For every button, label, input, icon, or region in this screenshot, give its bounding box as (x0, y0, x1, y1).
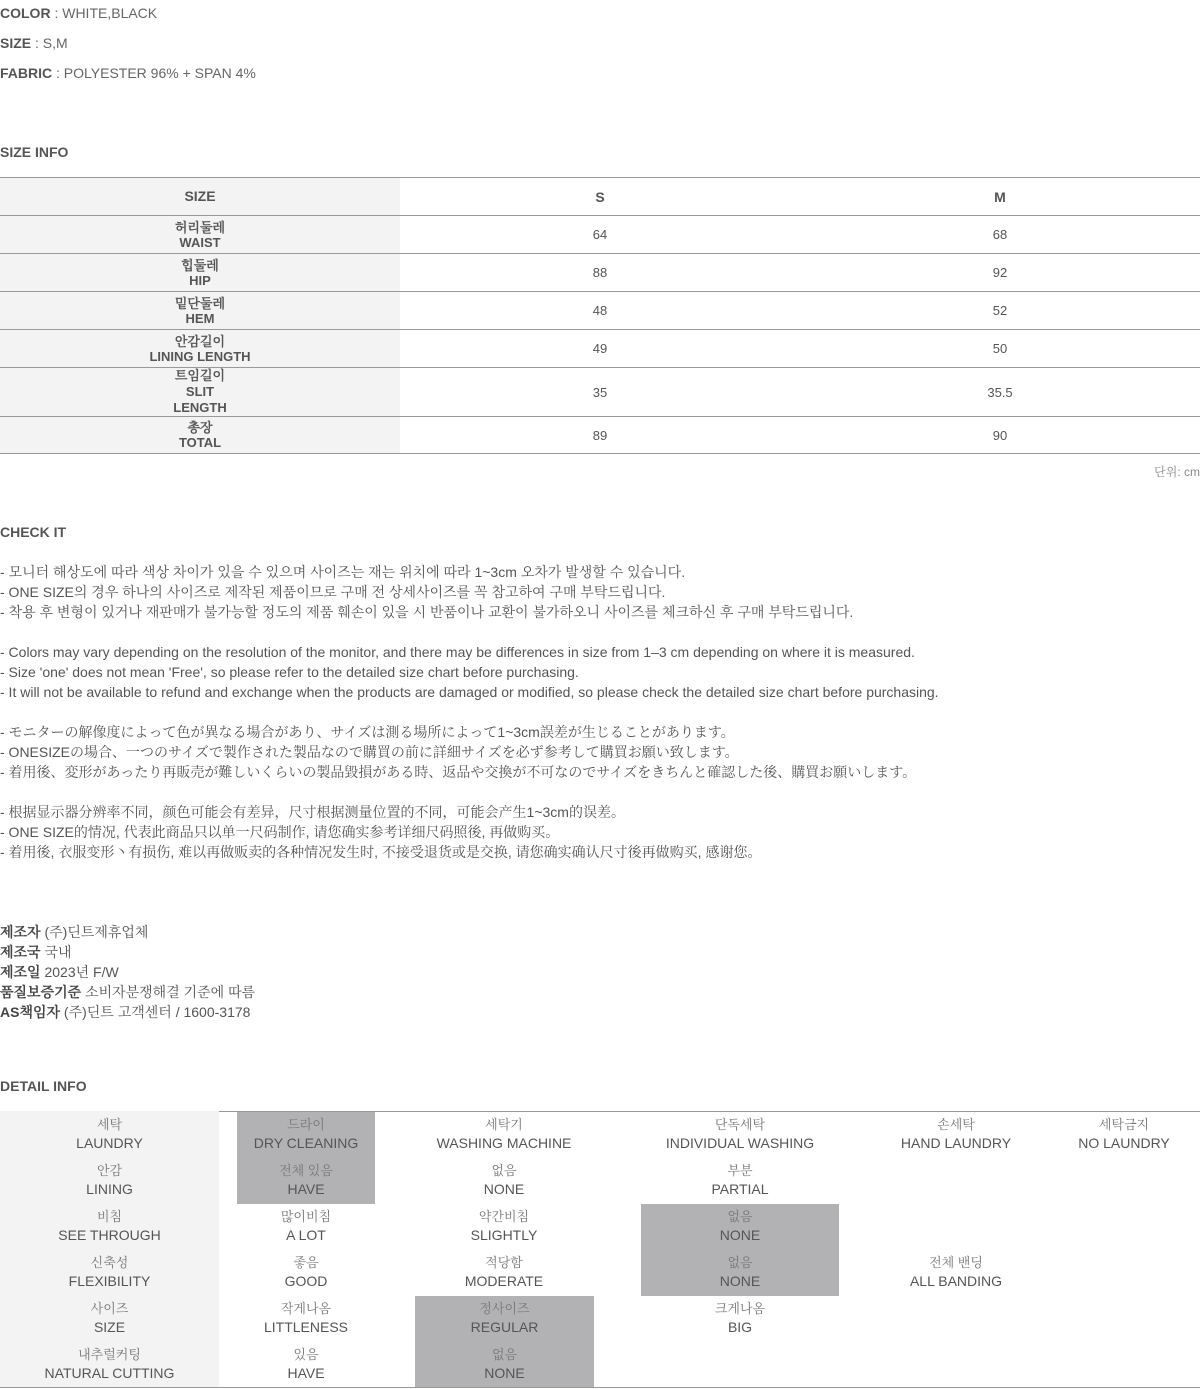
check-line: - Colors may vary depending on the resolution of the monitor, and there may be differences in size from 1–3 cm depending on where it is measured. (0, 644, 915, 660)
row-value-m: 90 (800, 417, 1200, 454)
row-value-m: 92 (800, 254, 1200, 292)
option-size-regular: 정사이즈 REGULAR (470, 1301, 539, 1335)
mfg-date: 제조일 2023년 F/W (0, 964, 119, 980)
option-no-laundry: 세탁금지 NO LAUNDRY (1078, 1117, 1170, 1151)
size-table-header (0, 178, 1200, 216)
option-see-through-a-lot: 많이비침 A LOT (280, 1209, 332, 1243)
row-label: 밑단둘레 HEM (0, 292, 400, 330)
table-row (0, 330, 1200, 368)
check-line: - Size 'one' does not mean 'Free', so please refer to the detailed size chart before purchasing. (0, 664, 579, 680)
row-value-s: 64 (400, 216, 800, 254)
row-value-s: 35 (400, 368, 800, 417)
detail-label-lining: 안감 LINING (86, 1163, 133, 1197)
header-m: M (800, 178, 1200, 216)
option-size-littleness: 작게나옴 LITTLENESS (263, 1301, 349, 1335)
mfg-as: AS책임자 (주)딘트 고객센터 / 1600-3178 (0, 1004, 251, 1020)
unit-note: 단위: cm (1154, 465, 1200, 479)
option-hand-laundry: 손세탁 HAND LAUNDRY (900, 1117, 1012, 1151)
option-size-big: 크게나옴 BIG (714, 1301, 766, 1335)
spec-size: SIZE : S,M (0, 35, 68, 51)
option-lining-have: 전체 있음 HAVE (279, 1163, 333, 1197)
row-value-s: 48 (400, 292, 800, 330)
header-s: S (400, 178, 800, 216)
row-label: 안감길이 LINING LENGTH (0, 330, 400, 368)
row-value-m: 35.5 (800, 368, 1200, 417)
mfg-country: 제조국 국내 (0, 944, 72, 960)
row-label: 트임길이 SLIT LENGTH (0, 368, 400, 417)
option-cutting-none: 없음 NONE (484, 1347, 525, 1381)
check-line: - 着用後、変形があったり再販売が難しいくらいの製品毀損がある時、返品や交換が不可なのでサイズをきちんと確認した後、購買お願いします。 (0, 764, 917, 780)
size-info-title: SIZE INFO (0, 144, 69, 160)
check-line: - ONE SIZE的情况, 代表此商品只以单一尺码制作, 请您确实参考详细尺码照後, 再做购买。 (0, 824, 560, 840)
table-row (0, 368, 1200, 417)
option-see-through-slightly: 약간비침 SLIGHTLY (470, 1209, 538, 1243)
option-lining-none: 없음 NONE (483, 1163, 525, 1197)
check-line: - 根据显示器分辨率不同，颜色可能会有差异，尺寸根据测量位置的不同，可能会产生1~3cm的误差。 (0, 804, 625, 820)
check-line: - ONE SIZE의 경우 하나의 사이즈로 제작된 제품이므로 구매 전 상세사이즈를 꼭 참고하여 구매 부탁드립니다. (0, 584, 666, 600)
option-cutting-have: 있음 HAVE (287, 1347, 325, 1381)
spec-fabric: FABRIC : POLYESTER 96% + SPAN 4% (0, 65, 256, 81)
check-line: - モニターの解像度によって色が異なる場合があり、サイズは測る場所によって1~3cm誤差が生じることがあります。 (0, 724, 735, 740)
table-row (0, 417, 1200, 454)
row-value-m: 68 (800, 216, 1200, 254)
mfg-maker: 제조자 (주)딘트제휴업체 (0, 924, 149, 940)
row-value-m: 50 (800, 330, 1200, 368)
option-individual-washing: 단독세탁 INDIVIDUAL WASHING (665, 1117, 815, 1151)
table-row (0, 292, 1200, 330)
check-line: - ONESIZEの場合、一つのサイズで製作された製品なので購買の前に詳細サイズを必ず参考して購買お願い致します。 (0, 744, 739, 760)
row-label: 힙둘레 HIP (0, 254, 400, 292)
detail-label-size: 사이즈 SIZE (90, 1301, 129, 1335)
row-value-s: 89 (400, 417, 800, 454)
detail-label-natural-cutting: 내추럴커팅 NATURAL CUTTING (44, 1347, 175, 1381)
row-label: 허리둘레 WAIST (0, 216, 400, 254)
row-value-m: 52 (800, 292, 1200, 330)
option-flex-all-banding: 전체 밴딩 ALL BANDING (909, 1255, 1003, 1289)
check-line: - 着用後, 衣服变形丶有损伤, 难以再做贩卖的各种情况发生时, 不接受退货或是交换, 请您确实确认尺寸後再做购买, 感谢您。 (0, 844, 762, 860)
option-see-through-none: 없음 NONE (719, 1209, 761, 1243)
option-flex-moderate: 적당함 MODERATE (464, 1255, 544, 1289)
size-table (0, 177, 1200, 454)
check-line: - 착용 후 변형이 있거나 재판매가 불가능할 정도의 제품 훼손이 있을 시 반품이나 교환이 불가하오니 사이즈를 체크하신 후 구매 부탁드립니다. (0, 604, 854, 620)
option-washing-machine: 세탁기 WASHING MACHINE (436, 1117, 572, 1151)
header-size: SIZE (0, 178, 400, 216)
check-line: - 모니터 해상도에 따라 색상 차이가 있을 수 있으며 사이즈는 재는 위치에 따라 1~3cm 오차가 발생할 수 있습니다. (0, 564, 686, 580)
check-line: - It will not be available to refund and exchange when the products are damaged or modified, so please check the detailed size chart before purchasing. (0, 684, 939, 700)
table-row (0, 216, 1200, 254)
row-value-s: 49 (400, 330, 800, 368)
option-lining-partial: 부분 PARTIAL (711, 1163, 769, 1197)
detail-label-laundry: 세탁 LAUNDRY (76, 1117, 143, 1151)
option-flex-good: 좋음 GOOD (284, 1255, 328, 1289)
detail-label-see-through: 비침 SEE THROUGH (58, 1209, 161, 1243)
detail-info-title: DETAIL INFO (0, 1078, 87, 1094)
row-value-s: 88 (400, 254, 800, 292)
option-flex-none: 없음 NONE (719, 1255, 761, 1289)
mfg-quality: 품질보증기준 소비자분쟁해결 기준에 따름 (0, 984, 256, 1000)
table-row (0, 254, 1200, 292)
option-dry-cleaning: 드라이 DRY CLEANING (253, 1117, 359, 1151)
detail-bottom-divider (0, 1387, 1200, 1388)
spec-color: COLOR : WHITE,BLACK (0, 5, 158, 21)
check-it-title: CHECK IT (0, 524, 67, 540)
detail-label-flexibility: 신축성 FLEXIBILITY (68, 1255, 151, 1289)
row-label: 총장 TOTAL (0, 417, 400, 454)
